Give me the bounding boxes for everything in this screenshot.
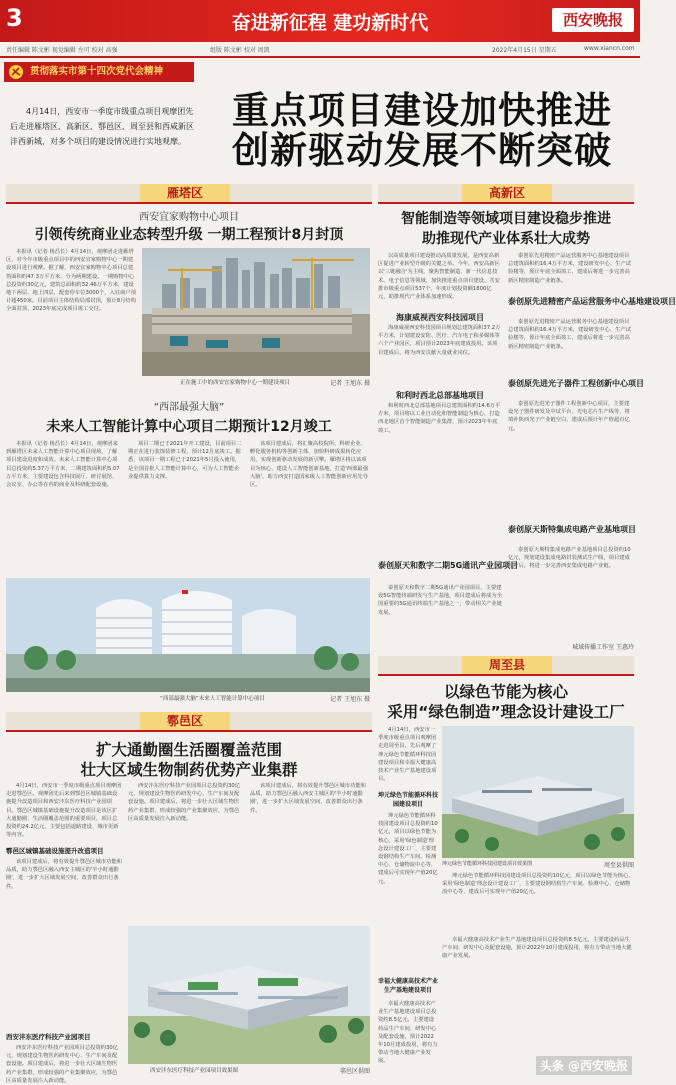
gaoxin-subhead-6: 泰创原天斯特集成电路产业基地项目: [508, 525, 636, 534]
gaoxin-section-rule: [378, 202, 634, 204]
editor-credits: 责任编辑 陈文彬 视觉编辑 左可 校对 高强: [6, 47, 118, 54]
banner-title: 奋进新征程 建功新时代: [231, 12, 429, 34]
party-emblem-icon: [8, 64, 24, 80]
yanta-caption-2: “西部最强大脑”未来人工智能计算中心项目: [160, 696, 265, 702]
zhouzhi-body-4: 坤元绿色节能循环科技园建设项目总投资约10亿元，项目以绿色节能为核心，采用'绿色制造'理念设计建设工厂，主要建设钢结构生产车间、检测中心、仓储物流中心等，建成后可实现年产值20亿元。: [442, 873, 634, 896]
topic-tag: 贯彻落实市第十四次党代会精神: [4, 62, 194, 82]
yanta-subtitle-1: 西安宜家购物中心项目: [139, 212, 239, 223]
yanta-caption-1: 正在施工中的西安宜家购物中心一期建设项目: [180, 380, 291, 386]
huyi-subhead-1: 鄠邑区城镇基础设施提升改造项目: [6, 847, 104, 855]
huyi-caption: 西安沣东医疗科技产业园项目效果图: [150, 1068, 239, 1074]
site-url: www.xiancn.com: [584, 45, 635, 52]
yanta-body-2b: 项目二期已于2021年开工建设，目前项目二期正在进行装饰装修工程，预计12月底竣工。据悉，该项目一期工程已于2021年5月投入使用，是全国首批人工智能计算中心，可为人工智能企业提供算力支撑。: [128, 441, 242, 480]
gaoxin-subhead-1: 海康威视西安科技园项目: [396, 313, 484, 322]
yanta-credit-2: 记者 王旭东 摄: [330, 696, 370, 703]
huyi-section-label: 鄠邑区: [140, 712, 230, 730]
gaoxin-body-5: 泰创原先进精密产品运营服务中心基地建设项目总建筑面积约16.4万平方米，建设研发中心、生产试验楼等，预计年底全面竣工，建成后将进一步完善高新区精密制造产业链条。: [508, 319, 632, 350]
yanta-body-2c: 该项目建成后，将汇聚高校院所、科研企业、孵化服务机构等创新主体，加快科研成果转化应用，实现创新驱动发展的新引擎。雁塔区将以该项目为核心，建设人工智能创新基地，打造'西部最强大脑'，助力西安打造国家级人工智能创新应用先导区。: [250, 441, 368, 489]
zhouzhi-caption: 坤元绿色节能循环科技园建设项目效果图: [442, 861, 533, 867]
headline-line-2: 创新驱动发展不断突破: [232, 128, 612, 172]
layout-credits: 组版 陈文彬 校对 周凯: [210, 47, 270, 54]
yanta-credit-1: 记者 王旭东 摄: [330, 380, 370, 387]
huyi-body-col-2: 西安沣东医疗科技产业园项目总投资约30亿元，规划建设生物医药研发中心、生产车间及配套设施。项目建成后，将进一步壮大区域生物医药产业集群，形成较强的产业集聚效应，为鄠邑区高质量发展注入新动能。: [128, 783, 241, 822]
gaoxin-body-2: 海康威视西安科技园项目规划总建筑面积37.2万平方米，计划建设安防、医疗、汽车电子和多媒体等六个产业园区，项目预计2023年底建成投用。该项目建成后，将为西安贡献大量就业岗位。: [378, 325, 501, 356]
zhouzhi-subhead-2: 幸福大健康高技术产业生产基地建设项目: [378, 978, 439, 994]
gaoxin-title-line-1: 智能制造等领域项目建设稳步推进: [401, 211, 611, 227]
gaoxin-subhead-3: 泰创原天和数字二期5G通讯产业园项目: [378, 561, 519, 570]
intro-paragraph: 4月14日，西安市一季度市级重点项目观摩团先后走进雁塔区、高新区、鄠邑区、周至县和西咸新区沣西新城，对多个项目的建设情况进行实地观摩。: [10, 107, 194, 146]
zhouzhi-body-5: 幸福大健康高技术产业生产基地建设项目总投资约8.5亿元，主要建设药品生产车间、研发中心及配套设施，预计2022年10月建成投用，将有力带动当地大健康产业发展。: [442, 937, 632, 960]
yanta-ikea-photo: [142, 248, 370, 376]
issue-date: 2022年4月15日 星期五: [492, 47, 557, 54]
gaoxin-body-6: 泰创原先进光子器件工程创新中心项目，主要建设光子器件研发及中试平台、光电芯片生产线等，将填补陕西光子产业链空白，建成后预计年产值超百亿元。: [508, 401, 630, 432]
gaoxin-subhead-2: 和利时西北总部基地项目: [396, 391, 484, 400]
zhouzhi-body-1: 4月14日，西安市一季度市级重点项目观摩团走进周至县，先后观摩了坤元绿色节能循环科技园建设项目和幸福大健康高技术产业生产基地建设项目。: [378, 727, 437, 783]
gaoxin-subhead-5: 泰创原先进光子器件工程创新中心项目: [508, 379, 644, 388]
huyi-section-rule: [6, 730, 372, 732]
yanta-title-1: 引领传统商业业态转型升级 一期工程预计8月封顶: [34, 227, 344, 243]
zhouzhi-section-rule: [378, 674, 634, 676]
gaoxin-credit: 城域传播工作室 王惠玲: [572, 644, 634, 651]
gaoxin-title-line-2: 助推现代产业体系壮大成势: [422, 231, 590, 247]
zhouzhi-subhead-1: 坤元绿色节能循环科技园建设项目: [378, 792, 439, 808]
page-number: 3: [6, 4, 23, 32]
yanta-section-rule: [6, 202, 372, 204]
yanta-body-1a: 本报讯（记者 杨昌长）4月14日，观摩团走进雁塔区，对今年市级重点项目中的西安宜家购物中心一期建设项目进行观摩。据了解，西安宜家购物中心项目总建筑面积约47.3万平方米，分为两期建设。一期购物中心总投资约30亿元，建筑总面积约32.46万平方米，建设地下两层、地上四层，配套停车位3000个，入驻商户预计超450家。目前项目主体结构局部封顶，预计8月结构全面封顶，2023年底完成项目竣工交付。: [6, 249, 137, 313]
huyi-body-1: 4月14日，西安市一季度市级重点项目观摩团走进鄠邑区。观摩团先后来到鄠邑区城镇基础设施提升改造项目和西安沣东医疗科技产业园项目。鄠邑区城镇基础设施提升改造项目是该区扩大通勤圈、生活圈覆盖范围的重要项目，项目总投资约24.2亿元，主要包括道路建设、城市更新等内容。: [6, 783, 122, 839]
yanta-title-2: 未来人工智能计算中心项目二期预计12月竣工: [46, 419, 332, 435]
gaoxin-body-1: 以高质量项目建设推动高质量发展，是西安高新区促进产业转型升级的关键之举。今年，西安高新区以'三链融合'为主线，聚焦智能制造、新一代信息技术、电子信息等领域，加快推进重点项目建设，共安排市级重点项目537个，年度计划投资额1800亿元，助推现代产业体系加速形成。: [378, 253, 500, 301]
gaoxin-section-label: 高新区: [462, 184, 552, 202]
gaoxin-body-7: 泰创原天斯特集成电路产业基地项目总投资约10亿元，规划建设集成电路封装测试生产线，项目建成投产后，将进一步完善西安集成电路产业链。: [508, 547, 631, 570]
newspaper-logo: 西安晚报: [552, 8, 634, 32]
yanta-body-2a: 本报讯（记者 杨昌长）4月14日，观摩团来到雁塔区未来人工智能计算中心项目现场，了解项目建设进度和成效。未来人工智能计算中心项目总投资约5.37万平方米，二期建筑面积约5.07万平方米，主要建设包含科技展厅、研讨展馆、会议室、办公等在内的商业及科研配套设施。: [6, 441, 120, 489]
huyi-subhead-2: 西安沣东医疗科技产业园项目: [6, 1033, 91, 1041]
gaoxin-subhead-4: 泰创原先进精密产品运营服务中心基地建设项目: [508, 297, 676, 306]
zhouzhi-body-3: 幸福大健康高技术产业生产基地建设项目总投资约8.5亿元，主要建设药品生产车间、研发中心及配套设施，预计2022年10月建成投用，将有力带动当地大健康产业发展。: [378, 1001, 438, 1065]
huyi-medical-park-photo: [128, 926, 370, 1064]
zhouzhi-title-line-1: 以绿色节能为核心: [443, 683, 568, 701]
huyi-title-line-1: 扩大通勤圈生活圈覆盖范围: [95, 741, 282, 759]
huyi-credit: 鄠邑区供图: [339, 1068, 370, 1075]
huyi-body-2b: 西安沣东医疗科技产业园项目总投资约30亿元，规划建设生物医药研发中心、生产车间及配套设施。项目建成后，将进一步壮大区域生物医药产业集群，形成较强的产业集聚效应，为鄠邑区高质量发展注入新动能。: [6, 1045, 119, 1084]
yanta-section-label: 雁塔区: [140, 184, 230, 202]
toutiao-watermark: 头条 @西安晚报: [536, 1056, 632, 1075]
yanta-subtitle-2: “西部最强大脑”: [153, 402, 225, 413]
zhouzhi-green-park-photo: [442, 726, 634, 858]
zhouzhi-title-line-2: 采用“绿色制造”理念设计建设工厂: [387, 703, 625, 721]
huyi-body-col-3: 该项目建成后，将有效提升鄠邑区城市功能和品质，助力鄠邑区融入西安主城区的'半小时通勤圈'，进一步扩大区域发展空间，改善群众出行条件。: [250, 783, 366, 814]
headline-line-1: 重点项目建设加快推进: [232, 88, 612, 132]
header-rule: [0, 56, 640, 58]
gaoxin-body-4: 泰创原天和数字二期5G通讯产业园项目，主要建设5G智能终端研发与生产基地，项目建成后将成为全国重要的5G通讯终端生产基地之一，带动相关产业链发展。: [378, 585, 503, 616]
huyi-body-2: 该项目建成后，将有效提升鄠邑区城市功能和品质，助力鄠邑区融入西安主城区的'半小时通勤圈'，进一步扩大区域发展空间，改善群众出行条件。: [6, 859, 122, 890]
zhouzhi-section-label: 周至县: [462, 656, 552, 674]
gaoxin-body-3: 和利时西北总部基地项目总建筑面积约14.6万平方米，项目将以工业自动化和智能制造为核心，打造西北地区首个智能制造产业集群，预计2023年年底竣工。: [378, 403, 501, 434]
zhouzhi-body-2: 坤元绿色节能循环科技园建设项目总投资约10亿元，项目以绿色节能为核心，采用'绿色制造'理念设计建设工厂，主要建设钢结构生产车间、检测中心、仓储物流中心等，建成后可实现年产值20亿元。: [378, 813, 438, 885]
zhouzhi-credit: 周至县供图: [603, 862, 634, 869]
huyi-title-line-2: 壮大区域生物制药优势产业集群: [80, 761, 298, 779]
gaoxin-body-5a: 泰创原先进精密产品运营服务中心基地建设项目总建筑面积约16.4万平方米，建设研发中心、生产试验楼等，预计年底全面竣工，建成后将进一步完善高新区精密制造产业链条。: [508, 253, 632, 284]
yanta-ai-center-photo: [6, 578, 370, 692]
